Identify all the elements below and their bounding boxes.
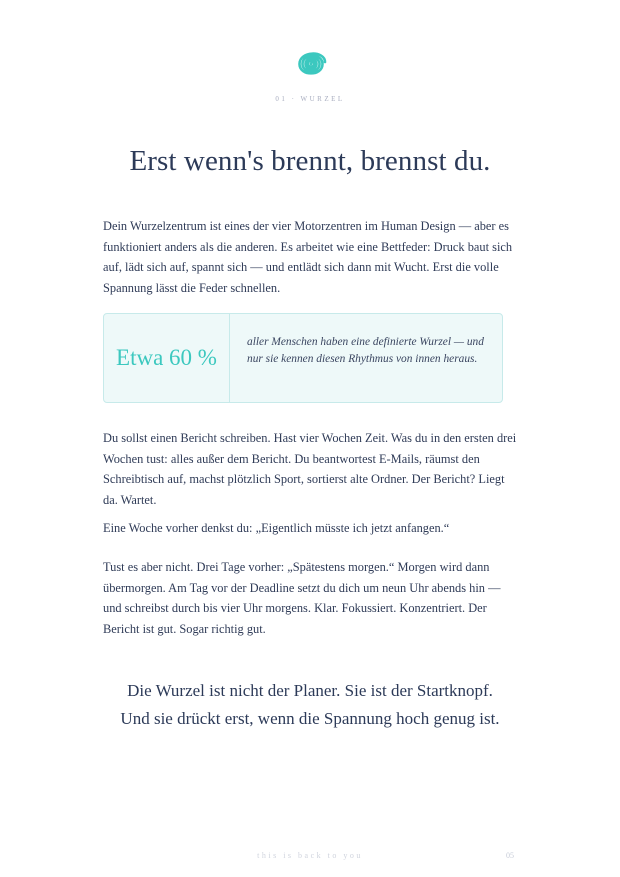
- callout-stat: Etwa 60 %: [116, 345, 217, 370]
- closing-line-2: Und sie drückt erst, wenn die Spannung hoch genug ist.: [120, 709, 500, 728]
- footer-tagline: this is back to you: [257, 851, 363, 860]
- page-number: 05: [506, 851, 514, 860]
- closing-line-1: Die Wurzel ist nicht der Planer. Sie ist der Startknopf.: [127, 681, 493, 700]
- body-paragraph-3: Tust es aber nicht. Drei Tage vorher: „Spätestens morgen.“ Morgen wird dann übermorgen. Am Tag vor der Deadline setzt du dich um neun Uhr abends hin — und schreibst durch bis vier Uhr morgens. Klar. Fokussiert. Konzentriert. Der Bericht ist gut. Sogar richtig gut.: [103, 560, 501, 636]
- callout-divider: [229, 314, 230, 402]
- spiral-icon: [289, 42, 333, 86]
- intro-paragraph: Dein Wurzelzentrum ist eines der vier Motorzentren im Human Design — aber es funktioniert anders als die anderen. Es arbeitet wie eine Bettfeder: Druck baut sich auf, lädt sich auf, spannt sich — und entlädt sich dann mit Wucht. Erst die volle Spannung lässt die Feder schnellen.: [103, 219, 513, 295]
- stat-callout: [103, 313, 503, 403]
- callout-text: aller Menschen haben eine definierte Wurzel — und nur sie kennen diesen Rhythmus von innen heraus.: [247, 336, 484, 365]
- body-paragraph-2: Eine Woche vorher denkst du: „Eigentlich müsste ich jetzt anfangen.“: [103, 521, 450, 535]
- page-title: Erst wenn's brennt, brennst du.: [129, 145, 491, 177]
- body-paragraph-1: Du sollst einen Bericht schreiben. Hast vier Wochen Zeit. Was du in den ersten drei Wochen tust: alles außer dem Bericht. Du beantwortest E-Mails, räumst den Schreibtisch auf, machst plötzlich Sport, sortierst alte Ordner. Der Bericht? Liegt da. Wartet.: [103, 431, 517, 507]
- section-kicker: 01 · WURZEL: [275, 95, 345, 103]
